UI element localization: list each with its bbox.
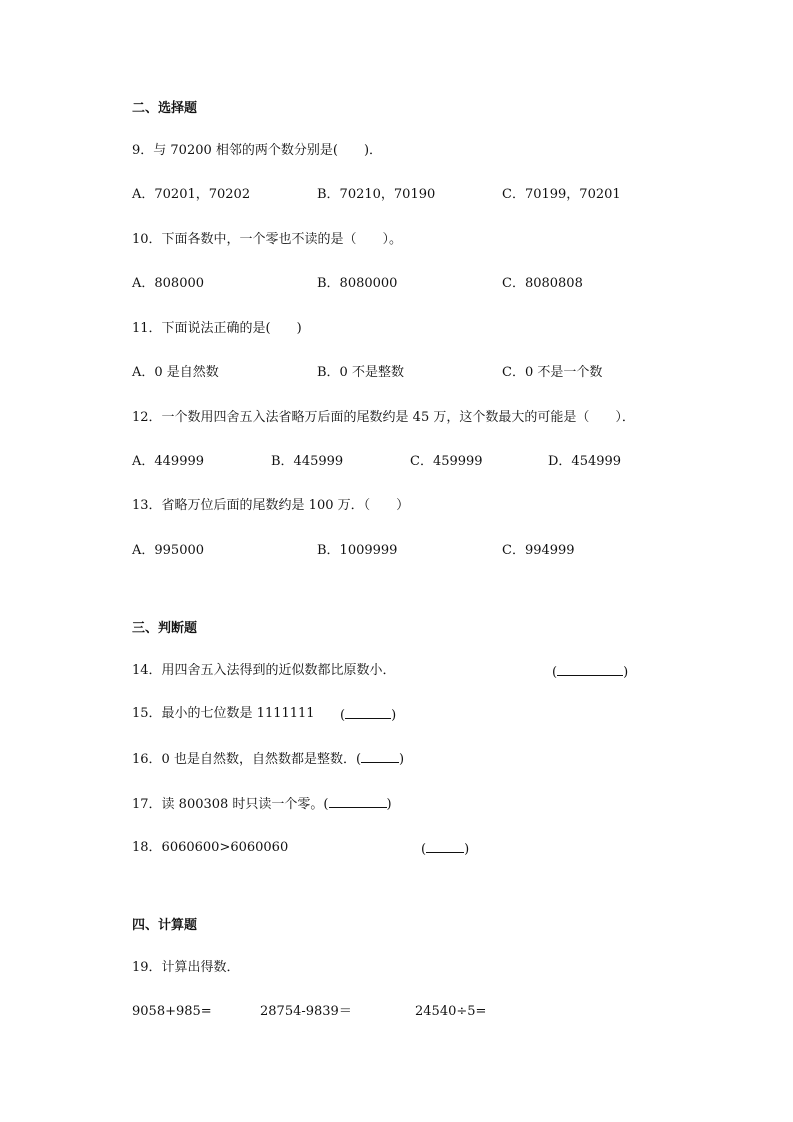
question-12-stem: 12．一个数用四舍五入法省略万后面的尾数约是 45 万，这个数最大的可能是（ ）．: [132, 410, 635, 425]
answer-blank[interactable]: [557, 663, 623, 676]
answer-blank[interactable]: [345, 706, 391, 719]
question-16-text: 16．0 也是自然数，自然数都是整数．(: [132, 752, 362, 767]
answer-blank[interactable]: [329, 795, 387, 808]
question-18-answer[interactable]: [421, 840, 469, 858]
question-17-stem[interactable]: [132, 795, 392, 813]
paren-close: ): [391, 708, 397, 723]
answer-blank[interactable]: [426, 840, 464, 853]
calc-item-3: 24540÷5=: [415, 1004, 487, 1019]
question-14-answer[interactable]: [552, 663, 628, 681]
question-13-option-b: B．1009999: [317, 543, 398, 558]
question-10-option-a: A．808000: [132, 276, 205, 291]
question-11-stem: 11．下面说法正确的是( ): [132, 321, 302, 336]
question-13-option-c: C．994999: [502, 543, 575, 558]
question-19-stem: 19．计算出得数．: [132, 960, 240, 975]
question-9-option-c: C．70199，70201: [502, 187, 621, 202]
question-10-stem: 10．下面各数中，一个零也不读的是（ ）。: [132, 232, 403, 247]
calc-item-2: 28754-9839＝: [260, 1004, 352, 1019]
question-9-option-a: A．70201，70202: [132, 187, 251, 202]
question-12-option-b: B．445999: [271, 454, 344, 469]
question-16-stem[interactable]: [132, 750, 404, 768]
paren-open: (: [552, 665, 558, 680]
question-18-stem: 18．6060600>6060060: [132, 840, 289, 855]
question-10-option-b: B．8080000: [317, 276, 398, 291]
paren-close: ): [464, 842, 470, 857]
question-13-option-a: A．995000: [132, 543, 205, 558]
question-9-option-b: B．70210，70190: [317, 187, 436, 202]
question-17-text: 17．读 800308 时只读一个零。(: [132, 797, 329, 812]
question-12-option-d: D．454999: [548, 454, 622, 469]
section-title-judge: 三、判断题: [132, 621, 198, 636]
question-11-option-b: B．0 不是整数: [317, 365, 404, 380]
question-14-stem: 14．用四舍五入法得到的近似数都比原数小．: [132, 663, 396, 678]
paren-close: ): [386, 797, 392, 812]
question-15-stem: 15．最小的七位数是 1111111: [132, 706, 315, 721]
question-11-option-a: A．0 是自然数: [132, 365, 219, 380]
paren-open: (: [340, 708, 346, 723]
question-9-stem: 9．与 70200 相邻的两个数分别是( )．: [132, 143, 383, 158]
paren-open: (: [421, 842, 427, 857]
question-11-option-c: C．0 不是一个数: [502, 365, 603, 380]
question-13-stem: 13．省略万位后面的尾数约是 100 万．（ ）: [132, 498, 410, 513]
question-12-option-c: C．459999: [410, 454, 483, 469]
section-title-calc: 四、计算题: [132, 918, 198, 933]
answer-blank[interactable]: [361, 750, 399, 763]
paren-close: ): [623, 665, 629, 680]
question-12-option-a: A．449999: [132, 454, 205, 469]
question-10-option-c: C．8080808: [502, 276, 583, 291]
section-title-choice: 二、选择题: [132, 101, 198, 116]
paren-close: ): [399, 752, 405, 767]
calc-item-1: 9058+985=: [132, 1004, 212, 1019]
question-15-answer[interactable]: [340, 706, 396, 724]
